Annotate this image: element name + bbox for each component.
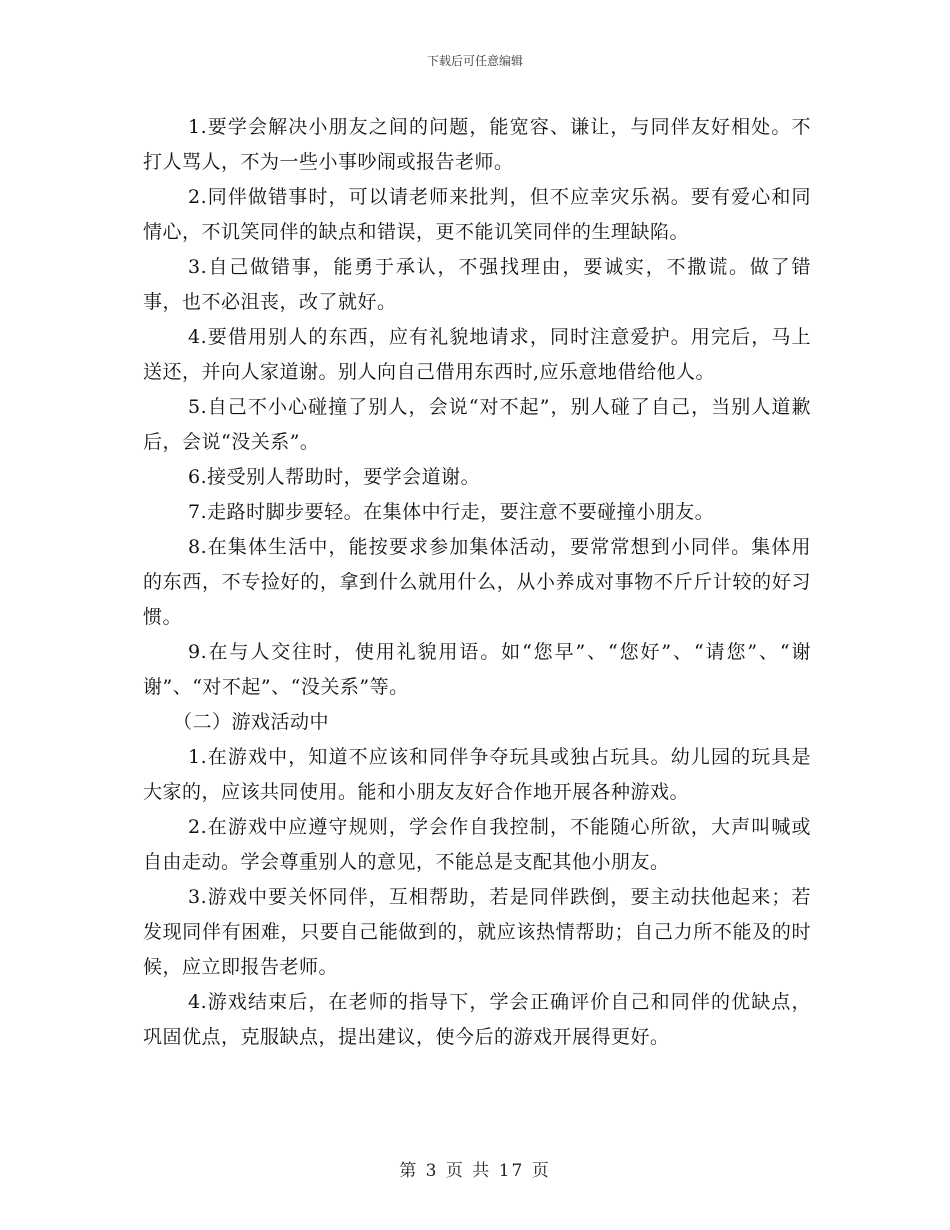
game-paragraph-2: 2.在游戏中应遵守规则，学会作自我控制，不能随心所欲，大声叫喊或自由走动。学会尊重别人的意见，不能总是支配其他小朋友。: [143, 816, 811, 873]
game-paragraph-4: 4.游戏结束后，在老师的指导下，学会正确评价自己和同伴的优缺点，巩固优点，克服缺点，提出建议，使今后的游戏开展得更好。: [143, 991, 811, 1048]
paragraph-6: 6.接受别人帮助时，要学会道谢。: [188, 466, 481, 488]
game-paragraph-1: 1.在游戏中，知道不应该和同伴争夺玩具或独占玩具。幼儿园的玩具是大家的，应该共同使用。能和小朋友友好合作地开展各种游戏。: [143, 746, 811, 803]
paragraph-1: 1.要学会解决小朋友之间的问题，能宽容、谦让，与同伴友好相处。不打人骂人，不为一些小事吵闹或报告老师。: [143, 116, 811, 173]
paragraph-9: 9.在与人交往时，使用礼貌用语。如“您早”、“您好”、“请您”、“谢谢”、“对不起”、“没关系”等。: [143, 641, 811, 698]
paragraph-2: 2.同伴做错事时，可以请老师来批判，但不应幸灾乐祸。要有爱心和同情心，不讥笑同伴的缺点和错误，更不能讥笑同伴的生理缺陷。: [143, 186, 811, 243]
section-heading: （二）游戏活动中: [173, 711, 330, 733]
paragraph-3: 3.自己做错事，能勇于承认，不强找理由，要诚实，不撒谎。做了错事，也不必沮丧，改了就好。: [143, 256, 811, 313]
paragraph-7: 7.走路时脚步要轻。在集体中行走，要注意不要碰撞小朋友。: [188, 501, 715, 523]
paragraph-4: 4.要借用别人的东西，应有礼貌地请求，同时注意爱护。用完后，马上送还，并向人家道谢。别人向自己借用东西时,应乐意地借给他人。: [143, 326, 811, 383]
paragraph-5: 5.自己不小心碰撞了别人，会说“对不起”，别人碰了自己，当别人道歉后，会说“没关系”。: [143, 396, 811, 453]
page-header-note: 下载后可任意编辑: [426, 54, 523, 68]
game-paragraph-3: 3.游戏中要关怀同伴，互相帮助，若是同伴跌倒，要主动扶他起来；若发现同伴有困难，只要自己能做到的，就应该热情帮助；自己力所不能及的时候，应立即报告老师。: [143, 886, 811, 978]
page-number: 第 3 页 共 17 页: [399, 1161, 551, 1181]
paragraph-8: 8.在集体生活中，能按要求参加集体活动，要常常想到小同伴。集体用的东西，不专捡好的，拿到什么就用什么，从小养成对事物不斤斤计较的好习惯。: [143, 536, 811, 628]
document-body: [143, 110, 811, 1055]
